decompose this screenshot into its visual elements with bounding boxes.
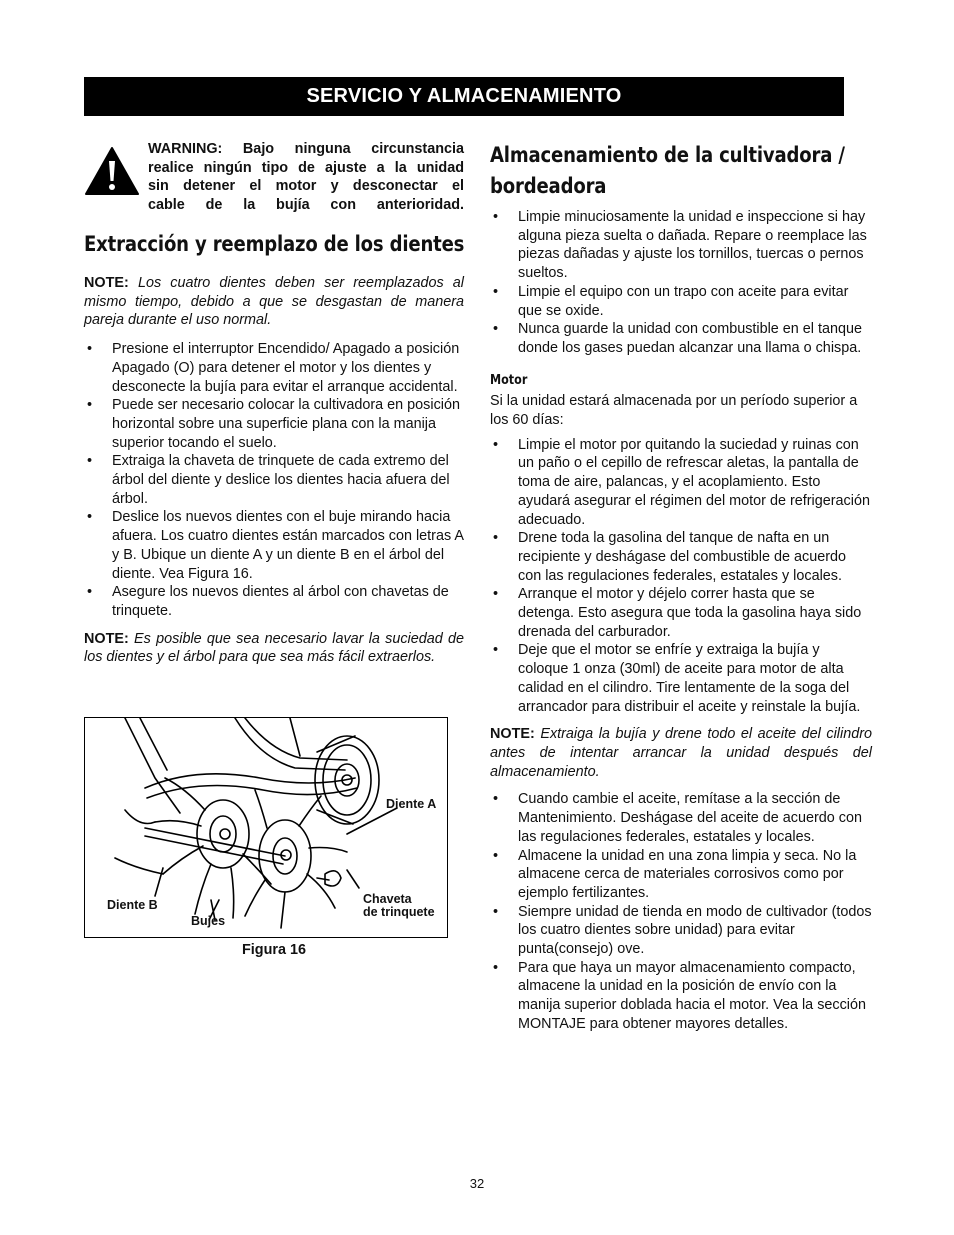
label-de-trinquete: de trinquete [363,905,435,919]
list-item: • Nunca guarde la unidad con combustible en el tanque donde los gases puedan alcanzar una llama o chispa. [490,320,872,357]
list-item: • Para que haya un mayor almacenamiento compacto, almacene la unidad en la posición de envío con la manija superior doblada hacia el motor. Vea la sección MONTAJE para obtener mayores detalles. [490,959,872,1034]
heading-line: bordeadora [490,174,607,198]
note-cleaning [84,630,464,667]
note-label: NOTE: [84,275,129,291]
warning-line: sin detener el motor y desconectar el [148,178,464,195]
list-item: • Limpie el equipo con un trapo con aceite para evitar que se oxide. [490,283,872,320]
note-text: Extraiga la bujía y drene todo el aceite del cilindro antes de intentar arrancar la unidad después del almacenamiento. [490,726,872,780]
list-item: • Puede ser necesario colocar la cultivadora en posición horizontal sobre una superficie plana con la manija superior tocando el suelo. [84,396,464,452]
left-column [84,140,464,667]
motor-intro: Si la unidad estará almacenada por un período superior a los 60 días: [490,393,858,429]
label-chaveta: Chaveta [363,892,412,906]
figure-16 [84,717,448,938]
heading-line: Almacenamiento de la cultivadora / [490,143,845,167]
motor-list [490,436,872,717]
warning-line: cable de la bujía con anterioridad. [148,197,464,214]
label-bujes: Bujes [191,914,226,928]
section-heading-tines: Extracción y reemplazo de los dientes [84,232,465,256]
list-item: • Siempre unidad de tienda en modo de cultivador (todos los cuatro dientes sobre unidad) para evitar punta(consejo) ove. [490,903,872,959]
list-item: • Drene toda la gasolina del tanque de nafta en un recipiente y deshágase del combustible de acuerdo con las regulaciones federales, estatales y locales. [490,529,872,585]
label-diente-a: Diente A [386,797,437,811]
warning-line: realice ningún tipo de ajuste a la unidad [148,159,464,176]
list-item: • Extraiga la chaveta de trinquete de cada extremo del árbol del diente y deslice los dientes hacia afuera del árbol. [84,452,464,508]
figure-caption: Figura 16 [242,942,306,958]
warning-text [148,140,464,215]
section-heading-storage [490,140,845,202]
right-column [490,140,872,1034]
note-label: NOTE: [490,726,535,743]
list-item: • Cuando cambie el aceite, remítase a la sección de Mantenimiento. Deshágase del aceite de acuerdo con las regulaciones federales, estatales y locales. [490,790,872,846]
final-list [490,790,872,1033]
storage-list [490,208,872,358]
note-tines [84,274,464,330]
list-item: • Limpie minuciosamente la unidad e inspeccione si hay alguna pieza suelta o dañada. Repare o reemplace las piezas dañadas y ajuste los tornillos, tuercas o pernos sueltos. [490,208,872,283]
warning-triangle-icon [84,146,140,196]
list-item: • Deslice los nuevos dientes con el buje mirando hacia afuera. Los cuatro dientes están marcados con letras A y B. Ubique un diente A y un diente B en el árbol del diente. Vea Figura 16. [84,508,464,583]
page-number: 32 [469,1176,485,1191]
note-label: NOTE: [84,630,129,647]
list-item: • Presione el interruptor Encendido/ Apagado a posición Apagado (O) para detener el motor y los dientes y desconecte la bujía para evitar el arranque accidental. [84,340,464,396]
tine-steps-list [84,340,464,621]
list-item: • Asegure los nuevos dientes al árbol con chavetas de trinquete. [84,583,464,620]
list-item: • Limpie el motor por quitando la suciedad y ruinas con un paño o el cepillo de refrescar aletas, la pantalla de toma de aire, palancas, y el acoplamiento. Esto ayudará asegurar el régimen del motor de refrigeración adecuado. [490,436,872,530]
list-item: • Arranque el motor y déjelo correr hasta que se detenga. Esto asegura que toda la gasolina haya sido drenada del carburador. [490,585,872,641]
list-item: • Almacene la unidad en una zona limpia y seca. No la almacene cerca de materiales corrosivos como por ejemplo fertilizantes. [490,847,872,903]
note-text: Los cuatro dientes deben ser reemplazados al mismo tiempo, debido a que se desgastan de manera pareja durante el uso normal. [84,275,464,329]
warning-box [84,140,464,220]
section-banner: SERVICIO Y ALMACENAMIENTO [84,77,844,116]
note-after-storage [490,725,872,781]
label-diente-b: Diente B [107,898,158,912]
note-text: Es posible que sea necesario lavar la suciedad de los dientes y el árbol para que sea más fácil extraerlos. [84,630,464,666]
motor-heading: Motor [490,372,528,388]
list-item: • Deje que el motor se enfríe y extraiga la bujía y coloque 1 onza (30ml) de aceite para motor de alta calidad en el cilindro. Tire lentamente de la soga del arrancador para distribuir el aceite y reinstale la bujía. [490,641,872,716]
warning-line: WARNING: Bajo ninguna circunstancia [148,141,464,157]
